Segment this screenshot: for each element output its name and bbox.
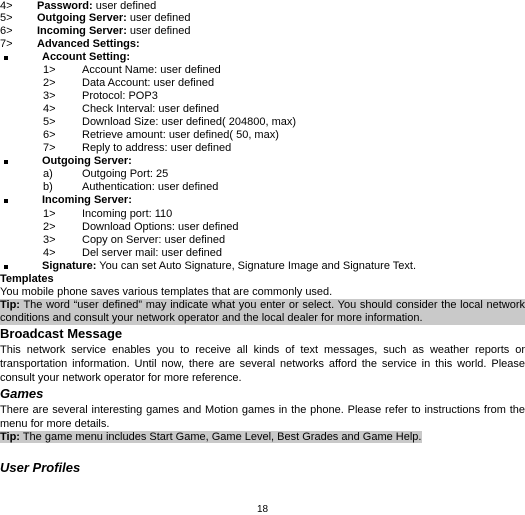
bullet-icon — [4, 199, 8, 203]
incoming-server-title: Incoming Server: — [42, 194, 132, 206]
signature-text: You can set Auto Signature, Signature Image and Signature Text. — [96, 260, 417, 272]
page-number: 18 — [256, 504, 269, 515]
list-number: 1> — [43, 208, 56, 220]
list-number: 5> — [43, 116, 56, 128]
list-item-text: Retrieve amount: user defined( 50, max) — [82, 129, 279, 141]
list-item-text: Authentication: user defined — [82, 181, 219, 193]
templates-body: You mobile phone saves various templates that are commonly used. — [0, 286, 333, 298]
games-body: There are several interesting games and Motion games in the phone. Please refer to instructions from the menu for more details. — [0, 404, 525, 430]
list-number: 2> — [43, 77, 56, 89]
list-item-text: Protocol: POP3 — [82, 90, 158, 102]
list-item-text: Data Account: user defined — [82, 77, 215, 89]
list-item-text: Incoming port: 110 — [82, 208, 173, 220]
account-setting-title: Account Setting: — [42, 51, 130, 63]
tip-text: The game menu includes Start Game, Game Level, Best Grades and Game Help. — [19, 431, 422, 443]
outgoing-server-value: user defined — [126, 12, 191, 24]
incoming-server-value: user defined — [126, 25, 191, 37]
bullet-icon — [4, 265, 8, 269]
list-item-text: Download Size: user defined( 204800, max) — [82, 116, 297, 128]
outgoing-server-label: Outgoing Server: — [37, 12, 127, 24]
templates-heading: Templates — [0, 273, 54, 285]
broadcast-body: This network service enables you to receive all kinds of text messages, such as weather reports or transportation information. Until now, there are several networks afford the service in this world. Please consult your network operator for more reference. — [0, 344, 525, 384]
list-number: 7> — [43, 142, 56, 154]
list-number: 1> — [43, 64, 56, 76]
games-heading: Games — [0, 386, 44, 401]
list-number: 4> — [43, 247, 56, 259]
list-number: 3> — [43, 234, 56, 246]
list-number: 2> — [43, 221, 56, 233]
incoming-server-label: Incoming Server: — [37, 25, 127, 37]
outgoing-server-title: Outgoing Server: — [42, 155, 132, 167]
password-label: Password: — [37, 0, 93, 12]
advanced-settings-label: Advanced Settings: — [37, 38, 140, 50]
list-item-text: Account Name: user defined — [82, 64, 221, 76]
broadcast-heading: Broadcast Message — [0, 326, 123, 341]
list-item-text: Download Options: user defined — [82, 221, 239, 233]
list-number: 3> — [43, 90, 56, 102]
tip-label: Tip: — [0, 431, 20, 443]
list-number: 4> — [0, 0, 13, 12]
templates-tip — [0, 299, 525, 325]
list-number: 7> — [0, 38, 13, 50]
bullet-icon — [4, 56, 8, 60]
user-profiles-heading: User Profiles — [0, 460, 81, 475]
tip-label: Tip: — [0, 299, 20, 311]
list-number: 5> — [0, 12, 13, 24]
list-item-text: Outgoing Port: 25 — [82, 168, 169, 180]
password-value: user defined — [92, 0, 157, 12]
list-number: 6> — [43, 129, 56, 141]
bullet-icon — [4, 160, 8, 164]
list-item-text: Copy on Server: user defined — [82, 234, 226, 246]
tip-text: The word “user defined” may indicate what you enter or select. You should consider the local network conditions and consult your network operator and the local dealer for more information. — [0, 299, 525, 324]
games-tip — [0, 431, 422, 444]
signature-label: Signature: — [42, 260, 97, 272]
list-item-text: Check Interval: user defined — [82, 103, 219, 115]
list-number: 6> — [0, 25, 13, 37]
list-number: a) — [43, 168, 53, 180]
list-item-text: Del server mail: user defined — [82, 247, 223, 259]
list-number: b) — [43, 181, 53, 193]
list-number: 4> — [43, 103, 56, 115]
list-item-text: Reply to address: user defined — [82, 142, 232, 154]
